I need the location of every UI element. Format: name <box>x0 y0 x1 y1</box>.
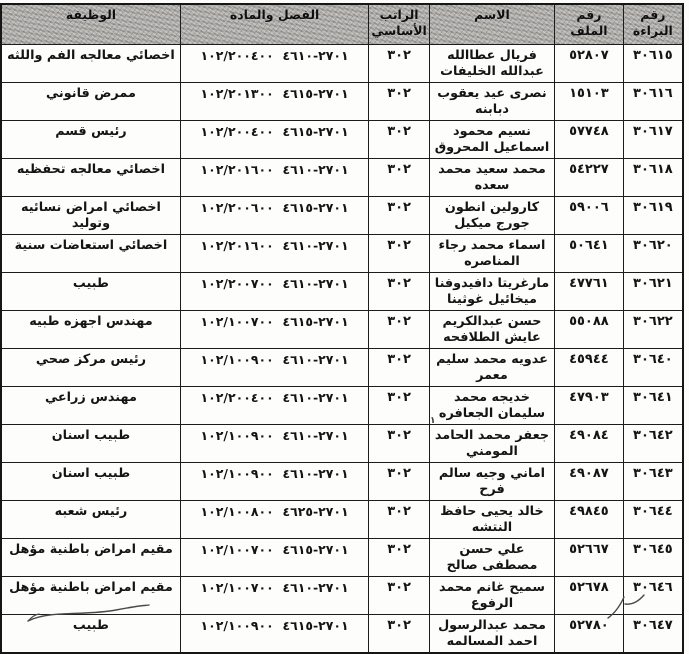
table-row <box>1 387 683 425</box>
table-row <box>1 425 683 463</box>
cell-job-title: رئيس قسم <box>1 121 180 159</box>
cell-name: علي حسن مصطفى صالح <box>429 539 554 577</box>
header-chapter-article: الفصل والمادة <box>180 4 368 45</box>
cell-basic-salary: ٣٠٢ <box>369 577 430 615</box>
cell-baraa-number: ٣٠٦١٧ <box>623 121 683 159</box>
cell-basic-salary: ٣٠٢ <box>369 387 430 425</box>
cell-file-number: ٤٧٩٠٣ <box>555 387 624 425</box>
cell-file-number: ٤٩٠٨٤ <box>555 425 624 463</box>
cell-baraa-number: ٣٠٦٤٧ <box>623 615 683 654</box>
cell-file-number: ٥٢٦٧٨ <box>555 577 624 615</box>
staff-appointments-table <box>0 3 684 654</box>
cell-chapter-article: ٢٧٠١-٤٦١٥ ١٠٢/١٠٠٧٠٠ <box>180 311 368 349</box>
cell-name: نصرى عيد يعقوب دبابنه <box>429 83 554 121</box>
cell-job-title: رئيس مركز صحي <box>1 349 180 387</box>
cell-baraa-number: ٣٠٦٤٥ <box>623 539 683 577</box>
cell-baraa-number: ٣٠٦٢٠ <box>623 235 683 273</box>
cell-file-number: ١٥١٠٣ <box>555 83 624 121</box>
table-row <box>1 83 683 121</box>
cell-job-title: اخصائي معالجه الفم واللثه <box>1 45 180 83</box>
cell-name: حسن عبدالكريم عايش الطلافحه <box>429 311 554 349</box>
cell-basic-salary: ٣٠٢ <box>369 349 430 387</box>
cell-baraa-number: ٣٠٦٤٤ <box>623 501 683 539</box>
cell-name: فريال عطاالله عبدالله الخليفات <box>429 45 554 83</box>
cell-file-number: ٥٤٢٢٧ <box>555 159 624 197</box>
table-row <box>1 159 683 197</box>
table-row <box>1 501 683 539</box>
cell-file-number: ٤٩٠٨٧ <box>555 463 624 501</box>
cell-file-number: ٤٧٧٦١ <box>555 273 624 311</box>
cell-chapter-article: ٢٧٠١-٤٦١٠ ١٠٢/٢٠٠٤٠٠ <box>180 387 368 425</box>
cell-baraa-number: ٣٠٦١٩ <box>623 197 683 235</box>
cell-chapter-article: ٢٧٠١-٤٦١٥ ١٠٢/١٠٠٩٠٠ <box>180 615 368 654</box>
cell-file-number: ٥٩٠٠٦ <box>555 197 624 235</box>
cell-baraa-number: ٣٠٦١٨ <box>623 159 683 197</box>
cell-name: سميح غانم محمد الرفوع <box>429 577 554 615</box>
table-row <box>1 235 683 273</box>
table-row <box>1 45 683 83</box>
cell-file-number: ٥٢٦٦٧ <box>555 539 624 577</box>
table-row <box>1 311 683 349</box>
cell-file-number: ٥٧٧٤٨ <box>555 121 624 159</box>
stray-ink-mark: ١ <box>430 416 436 426</box>
header-row <box>1 4 683 45</box>
cell-name: عدويه محمد سليم معمر <box>429 349 554 387</box>
cell-job-title: مقيم امراض باطنية مؤهل <box>1 539 180 577</box>
header-basic-salary <box>369 4 430 45</box>
cell-job-title: اخصائي معالجه تحفظيه <box>1 159 180 197</box>
header-file-line2: الملف <box>570 22 608 38</box>
header-baraa-line1: رقم <box>640 7 666 22</box>
header-salary-line2: الأساسي <box>371 22 427 38</box>
cell-name: محمد عبدالرسول احمد المسالمه <box>429 615 554 654</box>
cell-basic-salary: ٣٠٢ <box>369 615 430 654</box>
cell-chapter-article: ٢٧٠١-٤٦١٠ ١٠٢/١٠٠٩٠٠ <box>180 349 368 387</box>
cell-file-number: ٤٩٨٤٥ <box>555 501 624 539</box>
cell-chapter-article: ٢٧٠١-٤٦١٠ ١٠٢/١٠٠٧٠٠ <box>180 577 368 615</box>
cell-basic-salary: ٣٠٢ <box>369 463 430 501</box>
cell-job-title: مقيم امراض باطنية مؤهل <box>1 577 180 615</box>
cell-baraa-number: ٣٠٦٤٢ <box>623 425 683 463</box>
table-row <box>1 539 683 577</box>
cell-chapter-article: ٢٧٠١-٤٦١٠ ١٠٢/٢٠٠٧٠٠ <box>180 273 368 311</box>
cell-job-title: مهندس اجهزه طبيه <box>1 311 180 349</box>
cell-basic-salary: ٣٠٢ <box>369 501 430 539</box>
cell-chapter-article: ٢٧٠١-٤٦١٠ ١٠٢/١٠٠٩٠٠ <box>180 463 368 501</box>
header-job-title: الوظيفة <box>1 4 180 45</box>
cell-baraa-number: ٣٠٦٤٠ <box>623 349 683 387</box>
cell-basic-salary: ٣٠٢ <box>369 425 430 463</box>
table-row <box>1 121 683 159</box>
table-row <box>1 577 683 615</box>
table-body <box>1 45 683 654</box>
header-file-number <box>555 4 624 45</box>
cell-file-number: ٥٢٨٠٧ <box>555 45 624 83</box>
table-row <box>1 273 683 311</box>
cell-basic-salary: ٣٠٢ <box>369 235 430 273</box>
cell-chapter-article: ٢٧٠١-٤٦١٠ ١٠٢/١٠٠٩٠٠ <box>180 425 368 463</box>
cell-baraa-number: ٣٠٦٢٢ <box>623 311 683 349</box>
cell-basic-salary: ٣٠٢ <box>369 539 430 577</box>
header-name: الاسم <box>429 4 554 45</box>
header-file-line1: رقم <box>576 7 602 22</box>
cell-job-title: ممرض قانوني <box>1 83 180 121</box>
table-row <box>1 197 683 235</box>
cell-chapter-article: ٢٧٠١-٤٦١٥ ١٠٢/٢٠٠٦٠٠ <box>180 197 368 235</box>
cell-name: خالد يحيى حافظ النتشه <box>429 501 554 539</box>
cell-basic-salary: ٣٠٢ <box>369 45 430 83</box>
cell-baraa-number: ٣٠٦١٥ <box>623 45 683 83</box>
cell-name: مارغريتا دافيدوفنا ميخائيل غوثينا <box>429 273 554 311</box>
cell-name: جعفر محمد الحامد المومني <box>429 425 554 463</box>
cell-job-title: مهندس زراعي <box>1 387 180 425</box>
cell-basic-salary: ٣٠٢ <box>369 83 430 121</box>
cell-chapter-article: ٢٧٠١-٤٦١٠ ١٠٢/٢٠١٦٠٠ <box>180 235 368 273</box>
cell-job-title: طبيب اسنان <box>1 463 180 501</box>
table-row <box>1 615 683 654</box>
cell-basic-salary: ٣٠٢ <box>369 273 430 311</box>
cell-name: اسماء محمد رجاء المناصره <box>429 235 554 273</box>
cell-job-title: رئيس شعبه <box>1 501 180 539</box>
cell-file-number: ٥٥٠٨٨ <box>555 311 624 349</box>
cell-job-title: طبيب <box>1 615 180 654</box>
cell-baraa-number: ٣٠٦٤٣ <box>623 463 683 501</box>
cell-name: خديجه محمد سليمان الجعافره <box>429 387 554 425</box>
cell-chapter-article: ٢٧٠١-٤٦٢٥ ١٠٢/١٠٠٨٠٠ <box>180 501 368 539</box>
cell-job-title: طبيب <box>1 273 180 311</box>
cell-name: اماني وجيه سالم فرح <box>429 463 554 501</box>
header-baraa-number <box>623 4 683 45</box>
header-salary-line1: الراتب <box>379 7 419 22</box>
cell-baraa-number: ٣٠٦٢١ <box>623 273 683 311</box>
cell-chapter-article: ٢٧٠١-٤٦١٠ ١٠٢/٢٠٠٤٠٠ <box>180 45 368 83</box>
cell-file-number: ٤٥٩٤٤ <box>555 349 624 387</box>
cell-chapter-article: ٢٧٠١-٤٦١٥ ١٠٢/٢٠١٣٠٠ <box>180 83 368 121</box>
cell-chapter-article: ٢٧٠١-٤٦١٥ ١٠٢/١٠٠٧٠٠ <box>180 539 368 577</box>
cell-basic-salary: ٣٠٢ <box>369 311 430 349</box>
cell-name: نسيم محمود اسماعيل المحروق <box>429 121 554 159</box>
cell-basic-salary: ٣٠٢ <box>369 121 430 159</box>
cell-job-title: طبيب اسنان <box>1 425 180 463</box>
cell-name: كارولين انطون جورج ميكيل <box>429 197 554 235</box>
cell-job-title: اخصائي امراض نسائيه وتوليد <box>1 197 180 235</box>
cell-file-number: ٥٢٧٨٠ <box>555 615 624 654</box>
table-row <box>1 349 683 387</box>
cell-basic-salary: ٣٠٢ <box>369 159 430 197</box>
cell-chapter-article: ٢٧٠١-٤٦١٥ ١٠٢/٢٠٠٤٠٠ <box>180 121 368 159</box>
cell-basic-salary: ٣٠٢ <box>369 197 430 235</box>
header-baraa-line2: البراءة <box>632 22 673 38</box>
table-row <box>1 463 683 501</box>
cell-name: محمد سعيد محمد سعده <box>429 159 554 197</box>
cell-baraa-number: ٣٠٦٤١ <box>623 387 683 425</box>
cell-file-number: ٥٠٦٤١ <box>555 235 624 273</box>
cell-baraa-number: ٣٠٦١٦ <box>623 83 683 121</box>
cell-chapter-article: ٢٧٠١-٤٦١٠ ١٠٢/٢٠١٦٠٠ <box>180 159 368 197</box>
cell-baraa-number: ٣٠٦٤٦ <box>623 577 683 615</box>
cell-job-title: اخصائي استعاضات سنية <box>1 235 180 273</box>
